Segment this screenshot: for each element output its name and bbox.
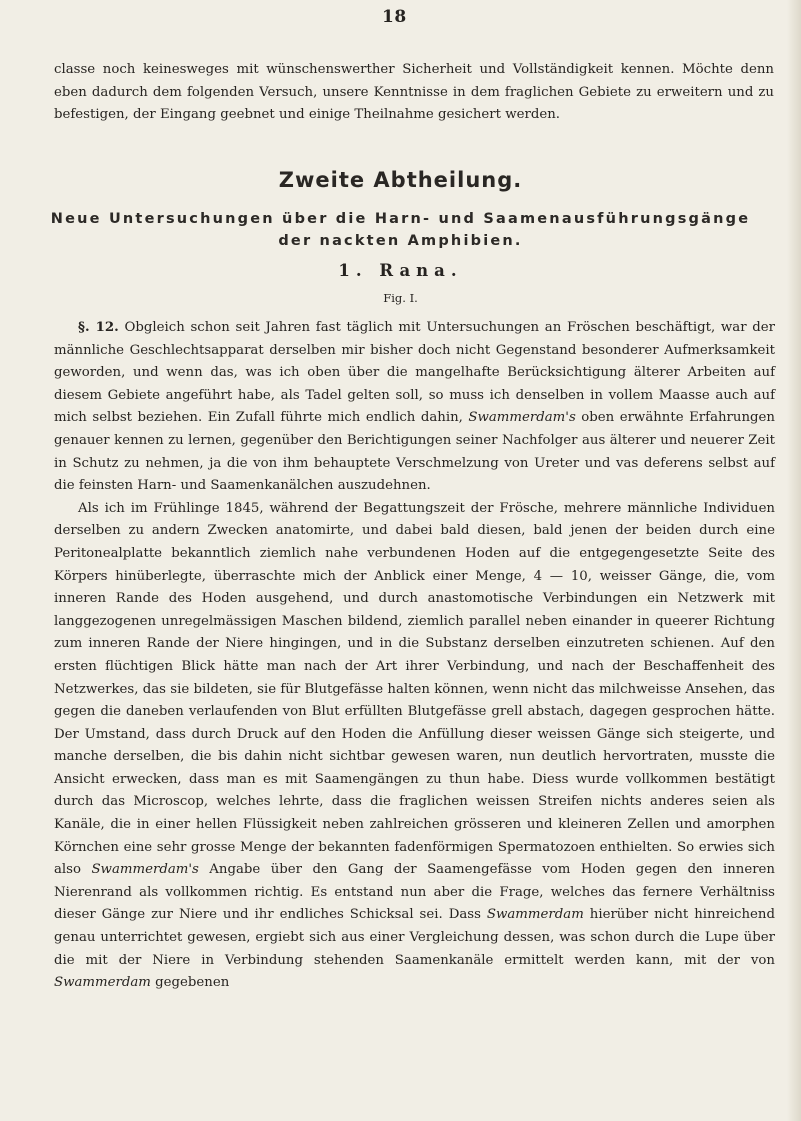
paragraph-observation xyxy=(54,498,775,995)
text-run: gegebenen xyxy=(150,975,230,991)
page-number: 18 xyxy=(382,7,407,27)
paragraph-mark: §. 12. xyxy=(78,320,119,335)
text-run: Als ich im Frühlinge 1845, während der Begattungszeit der Frösche, mehrere männliche Individuen derselben zu andern Zwecken anatomirte, und dabei bald diesen, bald jenen der beiden durch eine Peritonealplatte bekanntlich ziemlich nahe verbundenen Hoden auf die entgegengesetzte Seite des Körpers hinüberlegte, überraschte mich der Anblick einer Menge, 4 — 10, weisser Gänge, die, vom inneren Rande des Hoden ausgehend, und durch anastomotische Verbindungen ein Netzwerk mit langgezogenen unregelmässigen Maschen bildend, ziemlich parallel neben einander in queerer Richtung zum inneren Rande der Niere hingingen, und in die Substanz derselben einzutreten schienen. Auf den ersten flüchtigen Blick hätte man nach der Art ihrer Verbindung, und nach der Beschaffenheit des Netzwerkes, das sie bildeten, sie für Blutgefässe halten können, wenn nicht das milchweisse Ansehen, das gegen die daneben verlaufenden von Blut erfüllten Blutgefässe grell abstach, dagegen gesprochen hätte. Der Umstand, dass durch Druck auf den Hoden die Anfüllung dieser weissen Gänge sich steigerte, und manche derselben, die bis dahin nicht sichtbar gewesen waren, nun deutlich hervortraten, musste die Ansicht erwecken, dass man es mit Saamengängen zu thun habe. Diess wurde vollkommen bestätigt durch das Microscop, welches lehrte, dass die fraglichen weissen Streifen nichts anderes seien als Kanäle, die in einer hellen Flüssigkeit neben zahlreichen grösseren und kleineren Zellen und amorphen Körnchen eine sehr grosse Menge der bekannten fadenförmigen Spermatozoen enthielten. So erwies sich also xyxy=(54,500,775,878)
intro-paragraph: classe noch keinesweges mit wünschenswerther Sicherheit und Vollständigkeit kennen. Möchte denn eben dadurch dem folgenden Versuch, unsere Kenntnisse in dem fraglichen Gebiete zu erweitern und zu befestigen, der Eingang geebnet und einige Theilnahme gesichert werden. xyxy=(54,62,774,123)
section-subtitle-line-1: Neue Untersuchungen über die Harn- und Saamenausführungsgänge xyxy=(50,211,751,227)
paragraph-12 xyxy=(54,317,775,498)
text-run: Angabe über den Gang der Saamengefässe vom Hoden gegen den inneren Nierenrand als vollkommen richtig. Es entstand nun aber die Frage, welches das fernere Verhältniss dieser Gänge zur Niere und ihr endliches Schicksal sei. Dass xyxy=(54,862,775,923)
italic-name: Swammerdam's xyxy=(468,410,576,426)
italic-name: Swammerdam xyxy=(54,975,151,991)
genus-heading: 1. Rana. xyxy=(338,261,463,280)
section-title: Zweite Abtheilung. xyxy=(278,168,523,192)
page-edge-shading xyxy=(787,0,801,1121)
text-run: Obgleich schon seit Jahren fast täglich mit Untersuchungen an Fröschen beschäftigt, war der männliche Geschlechtsapparat derselben mir bisher doch nicht Gegenstand besonderer Aufmerksamkeit geworden, und wenn das, was ich oben über die mangelhafte Berücksichtigung älterer Arbeiten auf diesem Gebiete angeführt habe, als Tadel gelten soll, so muss ich denselben in vollem Maasse auch auf mich selbst beziehen. Ein Zufall führte mich endlich dahin, xyxy=(54,320,775,426)
text-run: oben erwähnte Erfahrungen genauer kennen zu lernen, gegenüber den Berichtigungen seiner Nachfolger aus älterer und neuerer Zeit in Schutz zu nehmen, ja die von ihm behauptete Verschmelzung von Ureter und vas deferens selbst auf die feinsten Harn- und Saamenkanälchen auszudehnen. xyxy=(54,410,775,494)
figure-label: Fig. I. xyxy=(383,291,418,305)
section-subtitle-line-2: der nackten Amphibien. xyxy=(278,233,523,249)
text-run: hierüber nicht hinreichend genau unterrichtet gewesen, ergiebt sich aus einer Vergleichung dessen, was schon durch die Lupe über die mit der Niere in Verbindung stehenden Saamenkanäle ermittelt werden kann, mit der von xyxy=(54,907,776,968)
italic-name: Swammerdam's xyxy=(91,862,199,878)
body-text xyxy=(54,317,775,995)
italic-name: Swammerdam xyxy=(486,907,584,923)
